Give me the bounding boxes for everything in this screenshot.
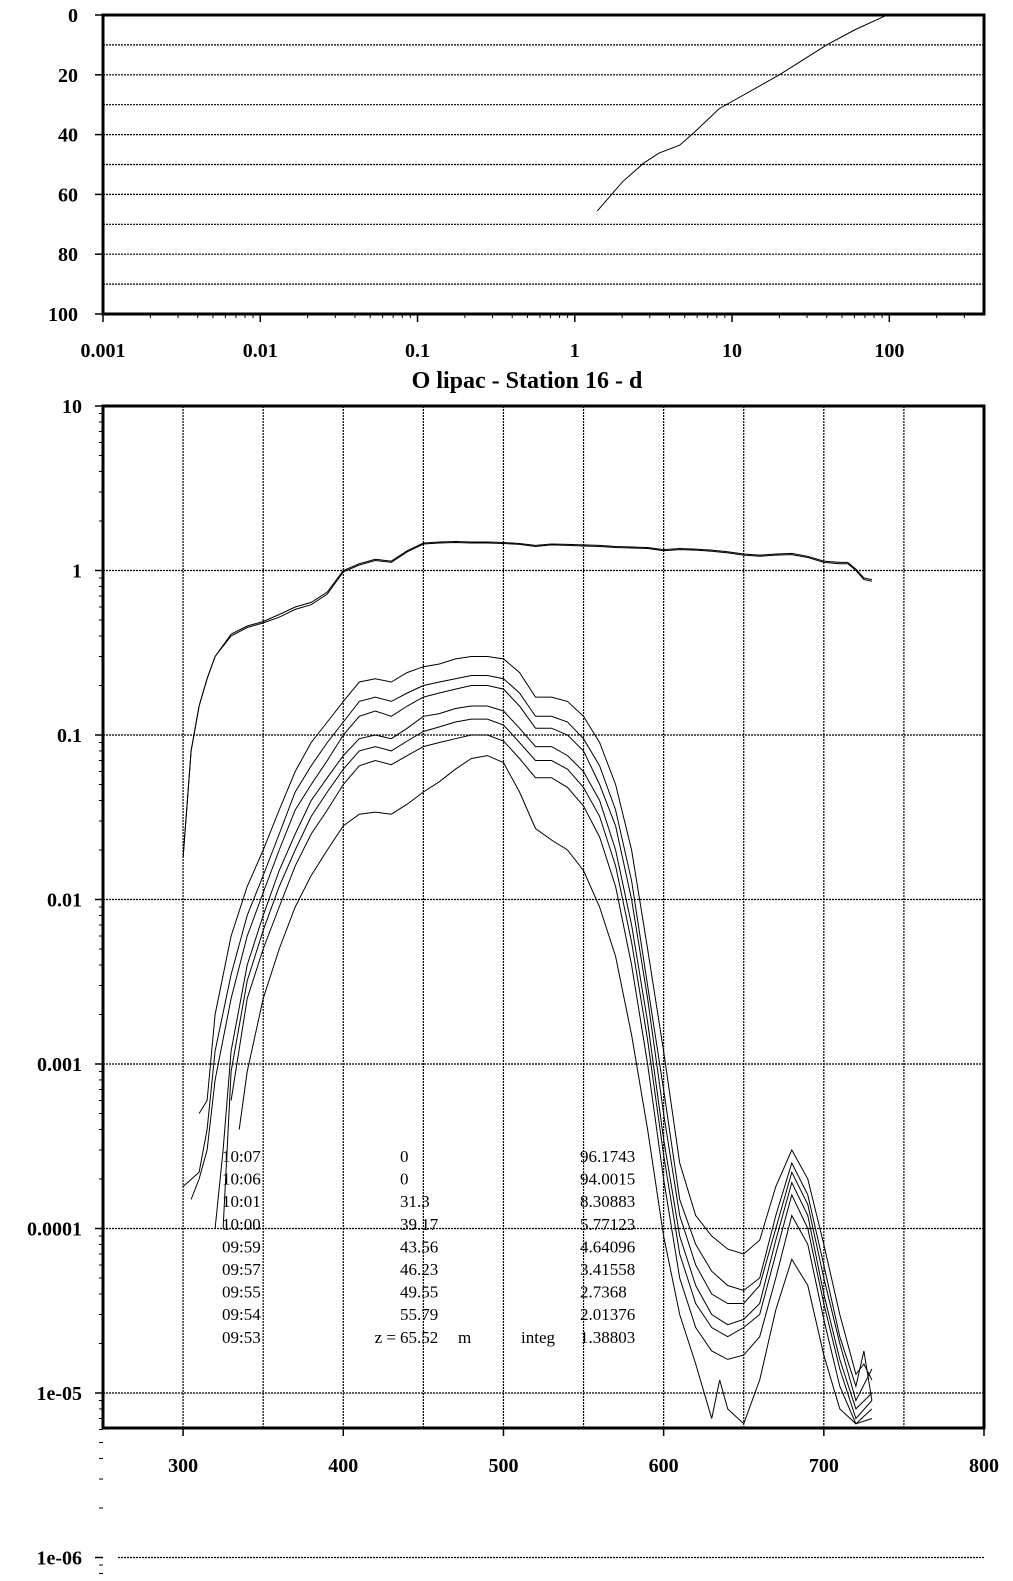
profile-x-tick-label: 1: [569, 340, 580, 362]
annotation-time: 10:06: [222, 1169, 261, 1189]
annotation-depth: 31.3: [400, 1192, 430, 1212]
profile-y-tick-label: 0: [68, 5, 78, 27]
spectrum-line: [239, 756, 872, 1424]
spectra-y-tick-label: 0.0001: [27, 1218, 82, 1241]
annotation-depth: 55.79: [400, 1305, 439, 1325]
annotation-integ: 94.0015: [580, 1169, 636, 1189]
annotation-integ: 5.77123: [580, 1214, 636, 1234]
annotation-integ: 3.41558: [580, 1260, 636, 1279]
annotation-time: 09:53: [222, 1327, 261, 1347]
spectra-y-tick-label: 0.1: [57, 725, 82, 747]
annotation-depth: 49.55: [400, 1282, 439, 1302]
annotation-integ: 2.01376: [580, 1305, 636, 1325]
spectra-x-tick-label: 800: [969, 1455, 999, 1477]
spectra-y-tick-label: 1: [72, 560, 82, 583]
spectrum-line: [191, 686, 872, 1401]
profile-y-tick-label: 100: [48, 304, 78, 326]
annotation-integ: 96.1743: [580, 1147, 636, 1166]
spectrum-line: [231, 735, 872, 1424]
annotation-time: 09:59: [222, 1237, 261, 1257]
spectra-y-tick-label: 1e-05: [36, 1383, 82, 1405]
annotation-z-label: z =: [374, 1327, 396, 1347]
spectra-y-tick-label: 0.01: [47, 889, 82, 912]
profile-chart: [48, 5, 984, 362]
annotation-time: 10:00: [222, 1214, 261, 1234]
spectra-chart: [27, 368, 999, 1573]
annotation-unit-label: m: [458, 1327, 472, 1347]
profile-y-tick-label: 40: [58, 124, 78, 147]
annotation-time: 09:54: [222, 1305, 261, 1325]
spectra-y-tick-label: 10: [62, 396, 82, 418]
annotation-depth: 0: [400, 1147, 409, 1166]
annotation-integ-label: integ: [521, 1327, 555, 1347]
spectra-x-tick-label: 400: [328, 1455, 359, 1477]
profile-y-tick-label: 20: [58, 64, 78, 87]
annotation-depth: 39.17: [400, 1214, 439, 1234]
annotation-time: 09:55: [222, 1282, 261, 1302]
annotation-integ: 4.64096: [580, 1237, 636, 1257]
annotation-depth: 0: [400, 1169, 409, 1189]
profile-x-tick-label: 100: [874, 340, 905, 362]
annotation-integ: 1.38803: [580, 1327, 636, 1347]
profile-x-tick-label: 0.001: [80, 340, 126, 362]
spectra-y-tick-label: 0.001: [37, 1054, 82, 1076]
annotation-time: 10:01: [222, 1192, 261, 1212]
annotation-depth: 65.52: [400, 1327, 439, 1347]
spectra-x-tick-label: 500: [488, 1455, 519, 1477]
annotation-time: 09:57: [222, 1260, 261, 1279]
annotation-time: 10:07: [222, 1147, 261, 1166]
spectra-x-tick-label: 300: [168, 1455, 199, 1477]
annotation-depth: 46.23: [400, 1260, 439, 1279]
chart-title: O lipac - Station 16 - d: [411, 368, 643, 394]
profile-x-tick-label: 0.1: [405, 340, 431, 362]
spectra-x-tick-label: 700: [808, 1455, 839, 1477]
profile-y-tick-label: 80: [58, 244, 78, 267]
profile-x-tick-label: 0.01: [242, 340, 278, 362]
annotation-depth: 43.56: [400, 1237, 439, 1257]
profile-y-tick-label: 60: [58, 184, 78, 207]
spectrum-line: [215, 706, 872, 1409]
profile-x-tick-label: 10: [722, 340, 743, 362]
spectrum-line: [183, 676, 872, 1401]
annotation-integ: 2.7368: [580, 1282, 627, 1302]
spectra-y-tick-label: 1e-06: [36, 1547, 82, 1570]
annotation-integ: 8.30883: [580, 1192, 636, 1212]
spectra-x-tick-label: 600: [648, 1455, 679, 1477]
